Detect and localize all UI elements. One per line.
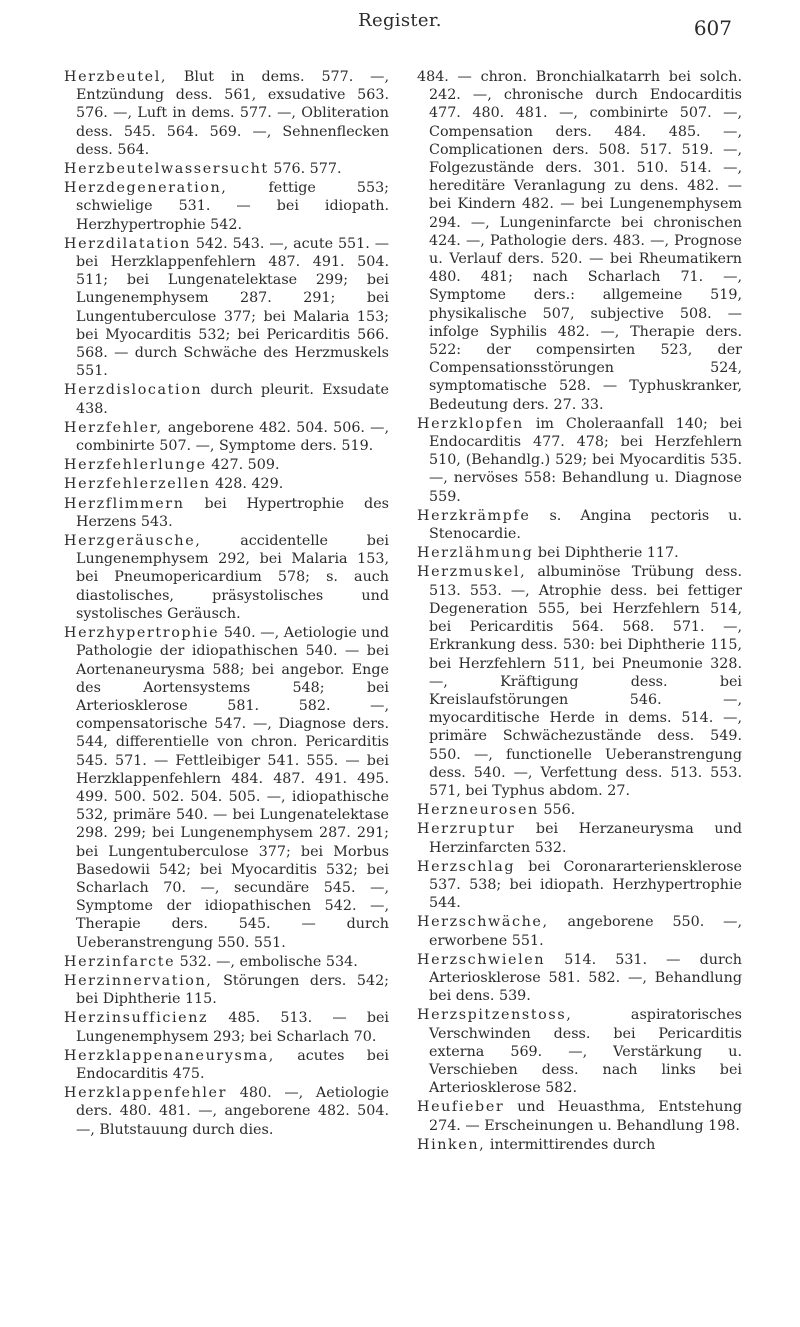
entry-text: albuminöse Trübung dess. 513. 553. —, Atrophie dess. bei fettiger Degeneration 555, bei Herzfehlern 514, bei Pericarditis 564. 568. 571. —, Erkrankung dess. 530: bei Diphtherie 115, bei Herzfehlern 511, bei Pneumonie 328. —, Kräftigung dess. bei Kreislaufstörungen 546. —, myocarditische Herde in dems. 514. —, primäre Schwächezustände dess. 549. 550. —, functionelle Ueberanstrengung dess. 540. —, Verfettung dess. 513. 553. 571, bei Typhus abdom. 27. (429, 564, 742, 799)
entry-headword: Heufieber (417, 1099, 505, 1116)
index-entry (64, 475, 389, 493)
index-entry (64, 68, 389, 159)
entry-headword: Herzinnervation, (64, 972, 213, 989)
entry-headword: Herzfehler, (64, 419, 163, 436)
index-entry (417, 1136, 742, 1154)
entry-headword: Herzdilatation (64, 235, 191, 252)
index-entry (417, 1006, 742, 1097)
entry-text: aspiratorisches Verschwinden dess. bei Pericarditis externa 569. —, Verstärkung u. Verschieben dess. nach links bei Arteriosklerose 582. (429, 1007, 742, 1097)
entry-text: Blut in dems. 577. —, Entzündung dess. 561, exsudative 563. 576. —, Luft in dems. 577. —, Obliteration dess. 545. 564. 569. —, Sehnenflecken dess. 564. (76, 69, 389, 158)
entry-text: bei Coronararteriensklerose 537. 538; bei idiopath. Herzhypertrophie 544. (429, 858, 742, 912)
index-entry (64, 235, 389, 381)
entry-text: 485. 513. — bei Lungenemphysem 293; bei Scharlach 70. (76, 1010, 389, 1045)
entry-text: s. Angina pectoris u. Stenocardie. (429, 507, 742, 543)
entry-headword: Herzschlag (417, 858, 516, 875)
index-entry (417, 507, 742, 543)
index-entry (417, 544, 742, 562)
entry-headword: Herzruptur (417, 821, 516, 838)
entry-headword: Herzklappenaneurysma, (64, 1047, 275, 1064)
entry-headword: Herzspitzenstoss, (417, 1007, 573, 1024)
index-entry (417, 415, 742, 506)
index-entry (64, 160, 389, 178)
index-entry (64, 179, 389, 234)
index-column-right (417, 68, 742, 1155)
index-entry (417, 563, 742, 800)
index-entry (417, 1098, 742, 1134)
index-entry (417, 820, 742, 856)
index-entry (64, 1084, 389, 1139)
entry-text: 532. —, embolische 534. (175, 953, 358, 970)
entry-headword: Herzdislocation (64, 382, 203, 399)
entry-headword: Herzbeutel, (64, 69, 168, 85)
entry-headword: Herzinsufficienz (64, 1010, 209, 1027)
index-entry (64, 456, 389, 474)
index-entry (64, 1047, 389, 1083)
entry-headword: Herzfehlerlunge (64, 457, 207, 474)
index-entry (64, 532, 389, 623)
running-head: Register. (358, 10, 442, 31)
page-number: 607 (693, 16, 732, 40)
entry-headword: Herzklopfen (417, 415, 524, 432)
entry-headword: Herzhypertrophie (64, 625, 220, 642)
entry-text: Störungen ders. 542; bei Diphtherie 115. (76, 972, 389, 1008)
index-entry (64, 1009, 389, 1045)
entry-headword: Herzklappenfehler (64, 1085, 228, 1102)
entry-text: 540. —, Aetiologie und Pathologie der idiopathischen 540. — bei Aortenaneurysma 588; bei angebor. Enge des Aortensystems 548; bei Arteriosklerose 581. 582. —, compensatorische 547. —, Diagnose ders. 544, differentielle von chron. Pericarditis 545. 571. — Fettleibiger 541. 555. — bei Herzklappenfehlern 484. 487. 491. 495. 499. 500. 502. 504. 505. —, idiopathische 532, primäre 540. — bei Lungenatelektase 298. 299; bei Lungenemphysem 287. 291; bei Lungentuberculose 377; bei Morbus Basedowii 542; bei Myocarditis 532; bei Scharlach 70. —, secundäre 545. —, Symptome der idiopathischen 542. —, Therapie ders. 545. — durch Ueberanstrengung 550. 551. (76, 625, 389, 951)
entry-text: 484. — chron. Bronchialkatarrh bei solch. 242. —, chronische durch Endocarditis 477. 480. 481. —, combinirte 507. —, Compensation ders. 484. 485. —, Complicationen ders. 508. 517. 519. —, Folgezustände ders. 301. 510. 514. —, hereditäre Veranlagung zu dens. 482. — bei Kindern 482. — bei Lungenemphysem 294. —, Lungeninfarcte bei chronischen 424. —, Pathologie ders. 483. —, Prognose u. Verlauf ders. 520. — bei Rheumatikern 480. 481; nach Scharlach 71. —, Symptome ders.: allgemeine 519, physikalische 507, subjective 508. — infolge Syphilis 482. —, Therapie ders. 522: der compensirten 523, der Compensationsstörungen 524, symptomatische 528. — Typhuskranker, Bedeutung ders. 27. 33. (417, 69, 742, 413)
index-entry (417, 913, 742, 949)
entry-headword: Herzmuskel, (417, 564, 527, 581)
index-entry (64, 381, 389, 417)
entry-headword: Herzflimmern (64, 495, 185, 512)
entry-headword: Herzfehlerzellen (64, 476, 211, 493)
entry-text: 542. 543. —, acute 551. — bei Herzklappenfehlern 487. 491. 504. 511; bei Lungenatelektase 299; bei Lungenemphysem 287. 291; bei Lungentuberculose 377; bei Malaria 153; bei Myocarditis 532; bei Pericarditis 566. 568. — durch Schwäche des Herzmuskels 551. (76, 235, 389, 380)
entry-text: angeborene 482. 504. 506. —, combinirte 507. —, Symptome ders. 519. (76, 419, 389, 455)
entry-text: accidentelle bei Lungenemphysem 292, bei Malaria 153, bei Pneumopericardium 578; s. auch diastolisches, präsystolisches und systolisches Geräusch. (76, 533, 389, 622)
entry-text: bei Hypertrophie des Herzens 543. (76, 495, 389, 530)
index-entry (64, 953, 389, 971)
index-entry (417, 801, 742, 819)
entry-headword: Herzinfarcte (64, 953, 176, 970)
entry-text: 427. 509. (206, 457, 280, 474)
index-entry (64, 419, 389, 455)
entry-text: im Choleraanfall 140; bei Endocarditis 477. 478; bei Herzfehlern 510, (Behandlg.) 529; bei Myocarditis 535. —, nervöses 558: Behandlung u. Diagnose 559. (429, 415, 742, 505)
index-column-left (64, 68, 389, 1140)
entry-text: intermittirendes durch (485, 1136, 656, 1153)
entry-headword: Herzlähmung (417, 545, 534, 562)
entry-headword: Herzneurosen (417, 802, 539, 819)
entry-headword: Hinken, (417, 1136, 486, 1153)
index-entry (417, 951, 742, 1006)
entry-text: 576. 577. (268, 161, 342, 178)
index-entry (64, 495, 389, 531)
entry-headword: Herzschwielen (417, 951, 546, 968)
index-entry (417, 858, 742, 913)
entry-headword: Herzbeutelwassersucht (64, 161, 269, 178)
entry-headword: Herzgeräusche, (64, 533, 202, 550)
entry-text: 514. 531. — durch Arteriosklerose 581. 582. —, Behandlung bei dens. 539. (429, 951, 742, 1005)
entry-text: 428. 429. (210, 476, 284, 493)
entry-text: bei Diphtherie 117. (533, 545, 679, 562)
entry-text: und Heuasthma, Entstehung 274. — Erscheinungen u. Behandlung 198. (429, 1099, 742, 1134)
index-entry (64, 624, 389, 952)
entry-text: acutes bei Endocarditis 475. (76, 1047, 389, 1082)
index-entry-continued (417, 68, 742, 414)
entry-headword: Herzkrämpfe (417, 507, 531, 524)
entry-text: 480. —, Aetiologie ders. 480. 481. —, angeborene 482. 504. —, Blutstauung durch dies. (76, 1085, 389, 1138)
entry-text: 556. (538, 802, 576, 819)
entry-text: durch pleurit. Exsudate 438. (76, 382, 389, 417)
entry-text: bei Herzaneurysma und Herzinfarcten 532. (429, 821, 742, 856)
entry-text: angeborene 550. —, erworbene 551. (429, 914, 742, 949)
entry-headword: Herzdegeneration, (64, 180, 228, 197)
entry-headword: Herzschwäche, (417, 914, 549, 931)
index-entry (64, 972, 389, 1008)
entry-text: fettige 553; schwielige 531. — bei idiopath. Herzhypertrophie 542. (76, 180, 389, 233)
